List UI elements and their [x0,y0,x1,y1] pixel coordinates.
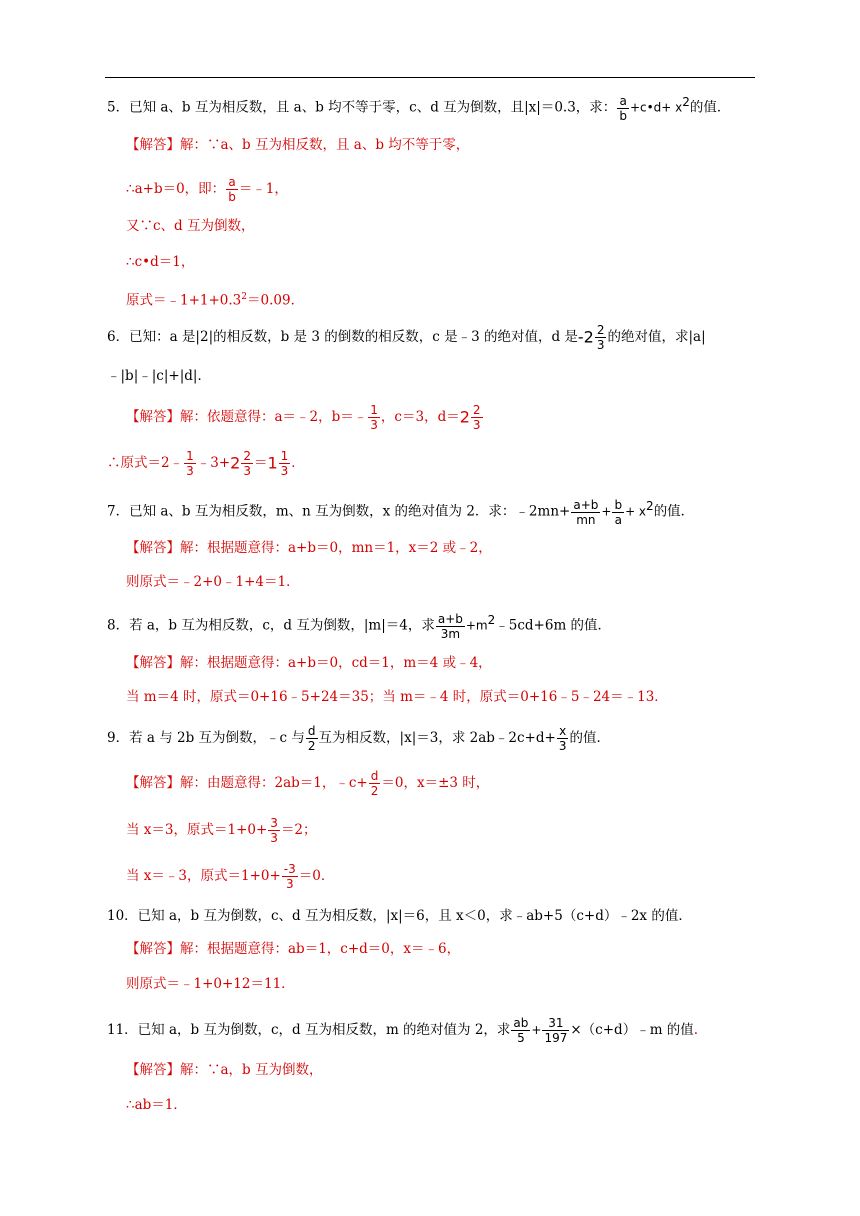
answer-11-line-2: ∴ab＝1． [126,1097,187,1113]
answer-6-line-1: 【解答】解：依题意得：a＝﹣2，b＝﹣ $\frac{1}{3}$ ，c＝3，d＝2 $\frac{2}{3}$ [126,403,481,432]
question-7: 7．已知 a、b 互为相反数，m、n 互为倒数，x 的绝对值为 2．求：﹣2mn+ $\frac{a+b}{mn}$ + $\frac{b}{a}$ + $x^2$的值． [107,497,695,527]
answer-10-line-2: 则原式＝﹣1+0+12＝11． [126,976,295,992]
answer-6-line-2: ∴原式＝2﹣ $\frac{1}{3}$ ﹣3+2 $\frac{2}{3}$ ＝1 $\frac{1}{3}$ ． [107,449,305,478]
answer-8-line-1: 【解答】解：根据题意得：a+b＝0，cd＝1，m＝4 或﹣4， [126,655,492,671]
answer-5-line-1: 【解答】解：∵a、b 互为相反数，且 a、b 均不等于零， [126,137,470,153]
question-6-cont: ﹣|b|﹣|c|+|d|． [107,368,211,384]
header-rule [105,77,755,78]
answer-5-line-2: ∴a+b＝0，即： $\frac{a}{b}$ ＝﹣1， [126,175,288,204]
question-9: 9．若 a 与 2b 互为倒数，﹣c 与 $\frac{d}{2}$ 互为相反数，|x|＝3，求 2ab﹣2c+d+ $\frac{x}{3}$ 的值． [107,724,610,753]
answer-10-line-1: 【解答】解：根据题意得：ab＝1，c+d＝0，x＝﹣6， [126,941,461,957]
answer-9-line-3: 当 x＝﹣3，原式＝1+0+ $\frac{-3}{3}$ ＝0． [126,862,335,891]
answer-7-line-1: 【解答】解：根据题意得：a+b＝0，mn＝1，x＝2 或﹣2， [126,540,492,556]
question-10: 10．已知 a，b 互为倒数，c、d 互为相反数，|x|＝6，且 x＜0，求﹣ab+5（c+d）﹣2x 的值． [107,908,692,924]
question-11: 11．已知 a，b 互为倒数，c，d 互为相反数，m 的绝对值为 2，求 $\frac{ab}{5}$ + $\frac{31}{197}$ ×（c+d）﹣m 的值. [107,1016,699,1045]
question-6: 6．已知：a 是|2|的相反数，b 是 3 的倒数的相反数，c 是﹣3 的绝对值，d 是-2 $\frac{2}{3}$ 的绝对值，求|a| [107,323,706,352]
answer-5-line-4: ∴c•d＝1， [126,254,195,270]
question-8: 8．若 a，b 互为相反数，c，d 互为倒数，|m|＝4，求 $\frac{a+b}{3m}$ $+m^2﹣5cd+6m$ 的值． [107,611,612,641]
answer-5-line-5: 原式$=﹣1+1+0.3^2=0.09$． [126,292,305,309]
answer-8-line-2: 当 m＝4 时，原式＝0+16﹣5+24＝35；当 m＝﹣4 时，原式＝0+16﹣5﹣24＝﹣13． [126,689,668,705]
answer-7-line-2: 则原式＝﹣2+0﹣1+4＝1． [126,574,300,590]
answer-5-line-3: 又∵c、d 互为倒数， [126,218,255,234]
answer-9-line-2: 当 x＝3，原式＝1+0+ $\frac{3}{3}$ ＝2； [126,816,317,845]
answer-11-line-1: 【解答】解：∵a，b 互为倒数， [126,1062,323,1078]
answer-9-line-1: 【解答】解：由题意得：2ab＝1，﹣c+ $\frac{d}{2}$ ＝0，x＝±3 时， [126,769,490,798]
question-5: 5．已知 a、b 互为相反数，且 a、b 均不等于零，c、d 互为倒数，且|x|＝0.3，求： $\frac{a}{b}$ +c•d+ $x^2$的值． [107,93,731,123]
fraction: $\frac{a}{b}$ [619,93,627,123]
